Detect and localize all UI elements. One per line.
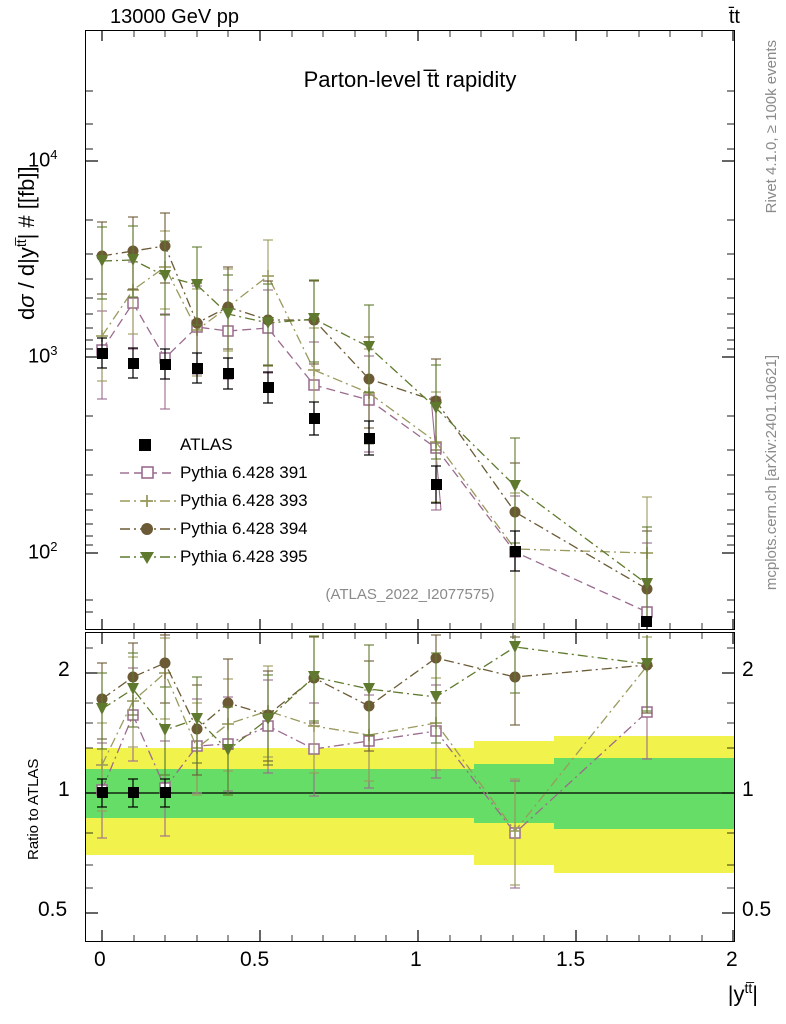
- main-ytick-1e3: $10^3$: [28, 343, 58, 368]
- legend-item-pythia-395: [118, 543, 308, 571]
- legend-label: Pythia 6.428 393: [180, 491, 308, 510]
- xtick-2: 2: [726, 948, 738, 971]
- legend-item-pythia-394: [118, 515, 308, 543]
- svg-text:Ratio to ATLAS: Ratio to ATLAS: [25, 758, 42, 860]
- legend-label: Pythia 6.428 394: [180, 519, 308, 538]
- legend: [118, 431, 308, 571]
- legend-label: ATLAS: [180, 435, 233, 454]
- ratio-ytick-2-right: 2: [742, 658, 754, 681]
- ratio-plot-svg: [86, 633, 734, 941]
- main-title: Parton-level t̅t rapidity: [303, 67, 517, 92]
- xtick-1: 1: [410, 948, 422, 971]
- svg-text:dσ / d|ytt̅| # [[fb]]: dσ / $d|y^{tt̅}|$ # [[fb]]: [13, 166, 39, 320]
- ratio-plot-panel: [85, 632, 735, 942]
- legend-label: Pythia 6.428 395: [180, 547, 308, 566]
- rivet-version-label: Rivet 4.1.0, ≥ 100k events: [763, 40, 780, 214]
- ratio-ylabel: [18, 680, 48, 880]
- mcplots-label: mcplots.cern.ch [arXiv:2401.10621]: [763, 355, 780, 591]
- xtick-0: 0: [94, 948, 106, 971]
- analysis-watermark: (ATLAS_2022_I2077575): [325, 586, 495, 603]
- ratio-ytick-05-left: 0.5: [38, 898, 68, 921]
- xtick-05: 0.5: [240, 948, 270, 971]
- main-ytick-1e2: $10^2$: [28, 539, 58, 564]
- ratio-ytick-2-left: 2: [58, 658, 70, 681]
- main-ytick-1e4: $10^4$: [28, 147, 58, 172]
- xaxis-label: $|y^{tt̅}|$: [727, 980, 758, 1007]
- ratio-ytick-1-left: 1: [58, 778, 70, 801]
- legend-label: Pythia 6.428 391: [180, 463, 308, 482]
- legend-item-pythia-393: [118, 487, 308, 515]
- ratio-ytick-1-right: 1: [742, 778, 754, 801]
- header-right: t̄t: [728, 6, 740, 28]
- header-left: 13000 GeV pp: [110, 6, 239, 28]
- xtick-15: 1.5: [556, 948, 586, 971]
- legend-item-pythia-391: [118, 459, 308, 487]
- legend-item-atlas: [118, 431, 308, 459]
- ratio-ytick-05-right: 0.5: [742, 898, 772, 921]
- main-ylabel: [8, 40, 48, 340]
- main-plot-panel: [85, 30, 735, 630]
